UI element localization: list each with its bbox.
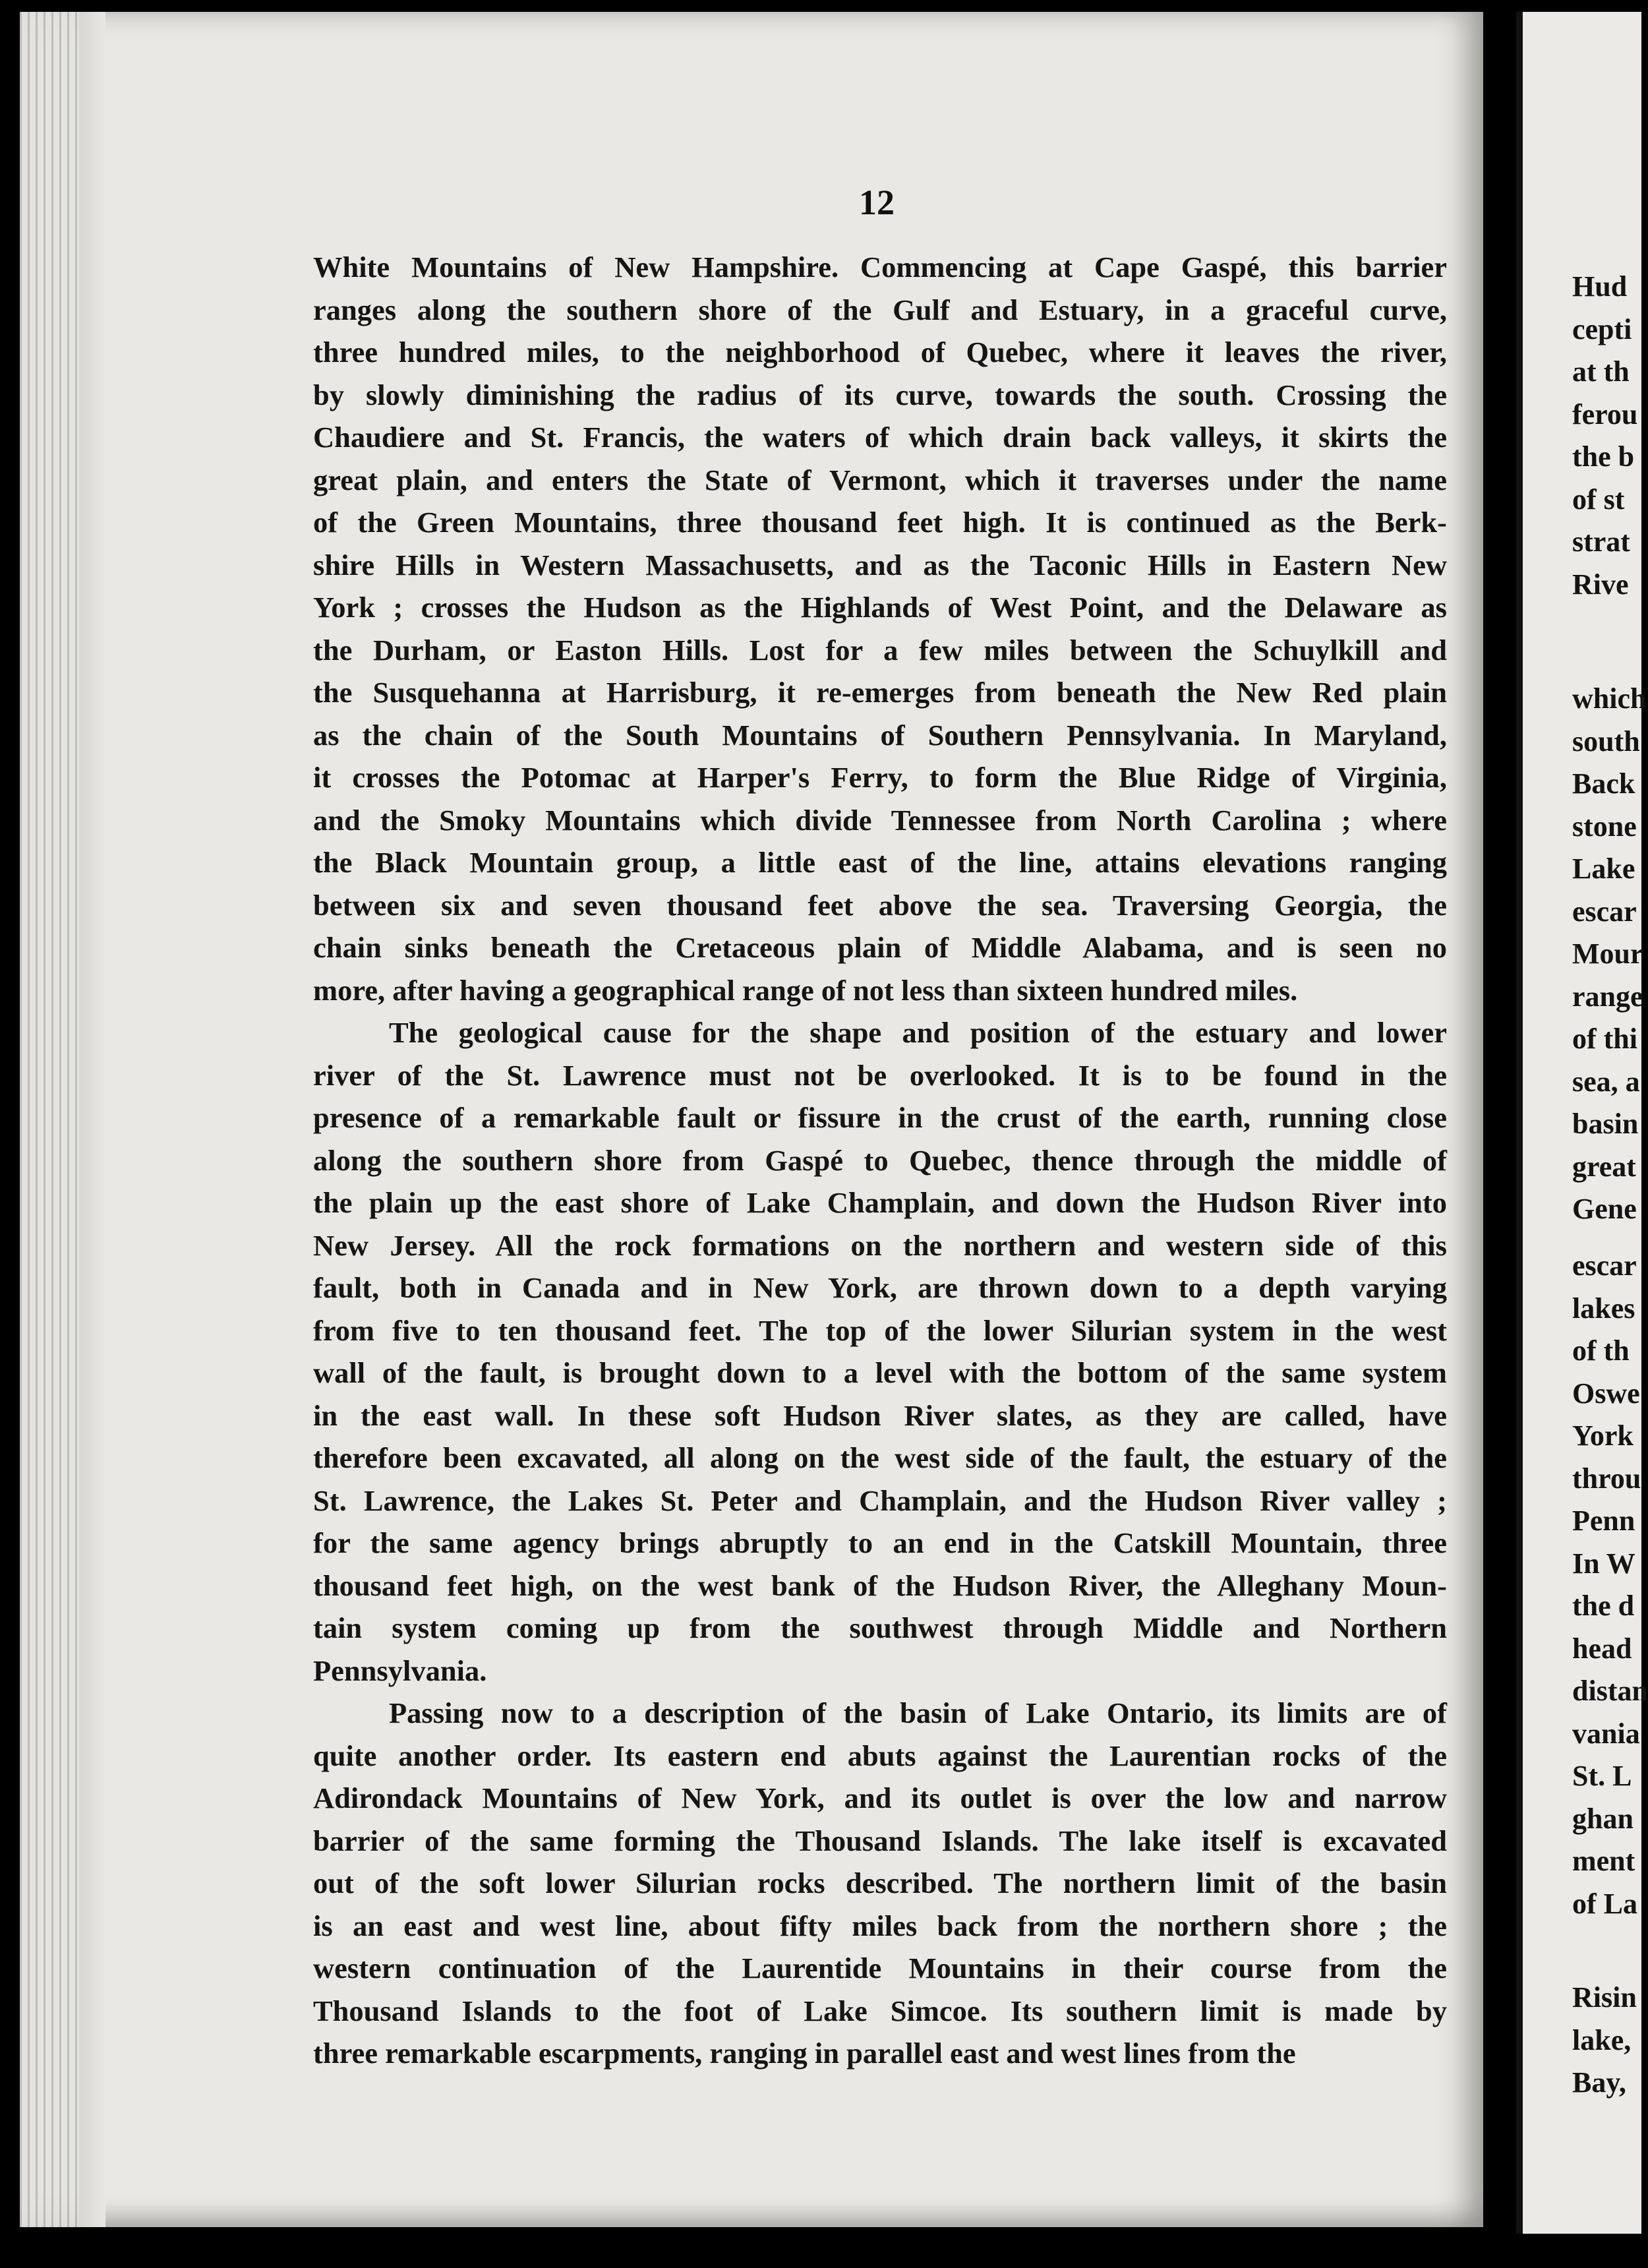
paragraph <box>313 246 1447 1011</box>
text-line: wall of the fault, is brought down to a level with the bottom of the same system <box>313 1356 1447 1389</box>
text-line: York ; crosses the Hudson as the Highlands of West Point, and the Delaware as <box>313 591 1447 624</box>
adjacent-page-fragment: the d <box>1572 1590 1635 1622</box>
adjacent-page-fragment: which <box>1572 682 1647 715</box>
text-line: Adirondack Mountains of New York, and its outlet is over the low and narrow <box>313 1781 1447 1814</box>
text-line: three hundred miles, to the neighborhood of Quebec, where it leaves the river, <box>313 336 1447 369</box>
text-line: thousand feet high, on the west bank of the Hudson River, the Alleghany Moun- <box>313 1568 1447 1602</box>
text-line: the Susquehanna at Harrisburg, it re-emerges from beneath the New Red plain <box>313 676 1447 709</box>
adjacent-page-fragment: Gene <box>1572 1193 1637 1225</box>
text-line: Passing now to a description of the basin of Lake Ontario, its limits are of <box>389 1696 1447 1729</box>
binding-shadow <box>79 12 105 2227</box>
adjacent-page-fragment: throu <box>1572 1462 1641 1495</box>
adjacent-page-fragment: range <box>1572 980 1643 1013</box>
adjacent-page-fragment: south <box>1572 725 1640 758</box>
adjacent-page-fragment: lakes <box>1572 1292 1635 1325</box>
text-line: the Black Mountain group, a little east of the line, attains elevations ranging <box>313 846 1447 879</box>
text-line: the plain up the east shore of Lake Champlain, and down the Hudson River into <box>313 1186 1447 1219</box>
text-line: in the east wall. In these soft Hudson River slates, as they are called, have <box>313 1398 1447 1432</box>
text-line: more, after having a geographical range of not less than sixteen hundred miles. <box>313 973 1298 1007</box>
text-line: three remarkable escarpments, ranging in parallel east and west lines from the <box>313 2037 1296 2070</box>
text-line: for the same agency brings abruptly to an end in the Catskill Mountain, three <box>313 1526 1447 1559</box>
adjacent-page-fragment: Rive <box>1572 568 1629 601</box>
text-line: quite another order. Its eastern end abuts against the Laurentian rocks of the <box>313 1739 1447 1772</box>
text-line: out of the soft lower Silurian rocks described. The northern limit of the basin <box>313 1866 1447 1899</box>
text-line: it crosses the Potomac at Harper's Ferry, to form the Blue Ridge of Virginia, <box>313 761 1447 794</box>
page-number: 12 <box>859 183 895 222</box>
text-line: by slowly diminishing the radius of its curve, towards the south. Crossing the <box>313 378 1447 411</box>
paragraph <box>313 1692 1447 2075</box>
adjacent-page-fragment: lake, <box>1572 2023 1632 2056</box>
adjacent-page-fragment: of thi <box>1572 1023 1637 1055</box>
text-line: from five to ten thousand feet. The top of the lower Silurian system in the west <box>313 1313 1447 1347</box>
adjacent-page-fragment: Oswe <box>1572 1377 1640 1410</box>
adjacent-page-fragment: In W <box>1572 1547 1635 1580</box>
adjacent-page-fragment: Back <box>1572 767 1635 800</box>
text-line: Pennsylvania. <box>313 1654 487 1687</box>
text-line: New Jersey. All the rock formations on the northern and western side of this <box>313 1228 1447 1262</box>
adjacent-page-fragment: of La <box>1572 1887 1637 1920</box>
text-line: barrier of the same forming the Thousand Islands. The lake itself is excavated <box>313 1824 1447 1857</box>
text-line: along the southern shore from Gaspé to Quebec, thence through the middle of <box>313 1143 1447 1177</box>
text-line: western continuation of the Laurentide Mountains in their course from the <box>313 1952 1447 1984</box>
text-line: White Mountains of New Hampshire. Commencing at Cape Gaspé, this barrier <box>313 251 1447 284</box>
paragraph <box>313 1011 1447 1692</box>
adjacent-page-fragment: Mour <box>1572 938 1643 970</box>
text-line: great plain, and enters the State of Vermont, which it traverses under the name <box>313 463 1447 496</box>
adjacent-page-fragment: sea, a <box>1572 1065 1640 1098</box>
text-line: between six and seven thousand feet above the sea. Traversing Georgia, the <box>313 888 1447 922</box>
text-line: river of the St. Lawrence must not be overlooked. It is to be found in the <box>313 1058 1447 1092</box>
text-line: The geological cause for the shape and position of the estuary and lower <box>389 1016 1447 1049</box>
text-line: Chaudiere and St. Francis, the waters of which drain back valleys, it skirts the <box>313 421 1447 454</box>
text-line: fault, both in Canada and in New York, are thrown down to a depth varying <box>313 1271 1447 1304</box>
text-line: shire Hills in Western Massachusetts, and as the Taconic Hills in Eastern New <box>313 548 1447 582</box>
adjacent-page-fragment: ferou <box>1572 398 1638 431</box>
adjacent-page-fragment: stone <box>1572 810 1637 843</box>
adjacent-page-fragment: distan <box>1572 1675 1648 1707</box>
adjacent-page-fragment: head <box>1572 1632 1632 1665</box>
text-line: St. Lawrence, the Lakes St. Peter and Champlain, and the Hudson River valley ; <box>313 1483 1447 1517</box>
adjacent-page-fragment: cepti <box>1572 313 1632 345</box>
adjacent-page-strip <box>1516 12 1648 2234</box>
text-line: of the Green Mountains, three thousand feet high. It is continued as the Berk- <box>313 506 1447 539</box>
adjacent-page-fragment: of th <box>1572 1334 1630 1367</box>
text-line: presence of a remarkable fault or fissure in the crust of the earth, running close <box>313 1101 1447 1134</box>
adjacent-page-fragment: escar <box>1572 1249 1637 1282</box>
adjacent-page-fragment: escar <box>1572 895 1637 928</box>
adjacent-page-fragment: York <box>1572 1419 1633 1452</box>
adjacent-page-fragment: basin <box>1572 1108 1639 1140</box>
adjacent-page-fragment: strat <box>1572 525 1630 558</box>
adjacent-page-fragment: St. L <box>1572 1760 1632 1792</box>
adjacent-page-fragment: Hud <box>1572 270 1628 303</box>
text-line: therefore been excavated, all along on the west side of the fault, the estuary of the <box>313 1441 1447 1474</box>
text-line: as the chain of the South Mountains of Southern Pennsylvania. In Maryland, <box>313 718 1447 752</box>
adjacent-page-fragment: the b <box>1572 440 1635 473</box>
adjacent-page-fragment: Lake <box>1572 852 1635 885</box>
text-line: is an east and west line, about fifty miles back from the northern shore ; the <box>313 1909 1447 1942</box>
text-line: Thousand Islands to the foot of Lake Simcoe. Its southern limit is made by <box>313 1994 1447 2027</box>
adjacent-page-fragment: ghan <box>1572 1802 1633 1835</box>
adjacent-page-fragment: at th <box>1572 355 1630 388</box>
adjacent-page-fragment: Bay, <box>1572 2066 1626 2099</box>
text-line: and the Smoky Mountains which divide Tennessee from North Carolina ; where <box>313 803 1447 837</box>
body-text <box>313 246 1447 2075</box>
adjacent-page-fragment: of st <box>1572 483 1625 516</box>
scanned-page <box>20 12 1483 2227</box>
adjacent-page-fragment: vania <box>1572 1717 1640 1750</box>
text-line: tain system coming up from the southwest through Middle and Northern <box>313 1611 1447 1644</box>
text-line: ranges along the southern shore of the Gulf and Estuary, in a graceful curve, <box>313 293 1447 326</box>
adjacent-page-fragment: Risin <box>1572 1981 1637 2014</box>
adjacent-page-fragment: great <box>1572 1150 1636 1183</box>
text-line: chain sinks beneath the Cretaceous plain of Middle Alabama, and is seen no <box>313 931 1447 964</box>
text-line: the Durham, or Easton Hills. Lost for a few miles between the Schuylkill and <box>313 633 1447 667</box>
binding-edge <box>20 12 79 2227</box>
adjacent-page-fragment: ment <box>1572 1845 1635 1877</box>
adjacent-page-fragment: Penn <box>1572 1505 1635 1537</box>
